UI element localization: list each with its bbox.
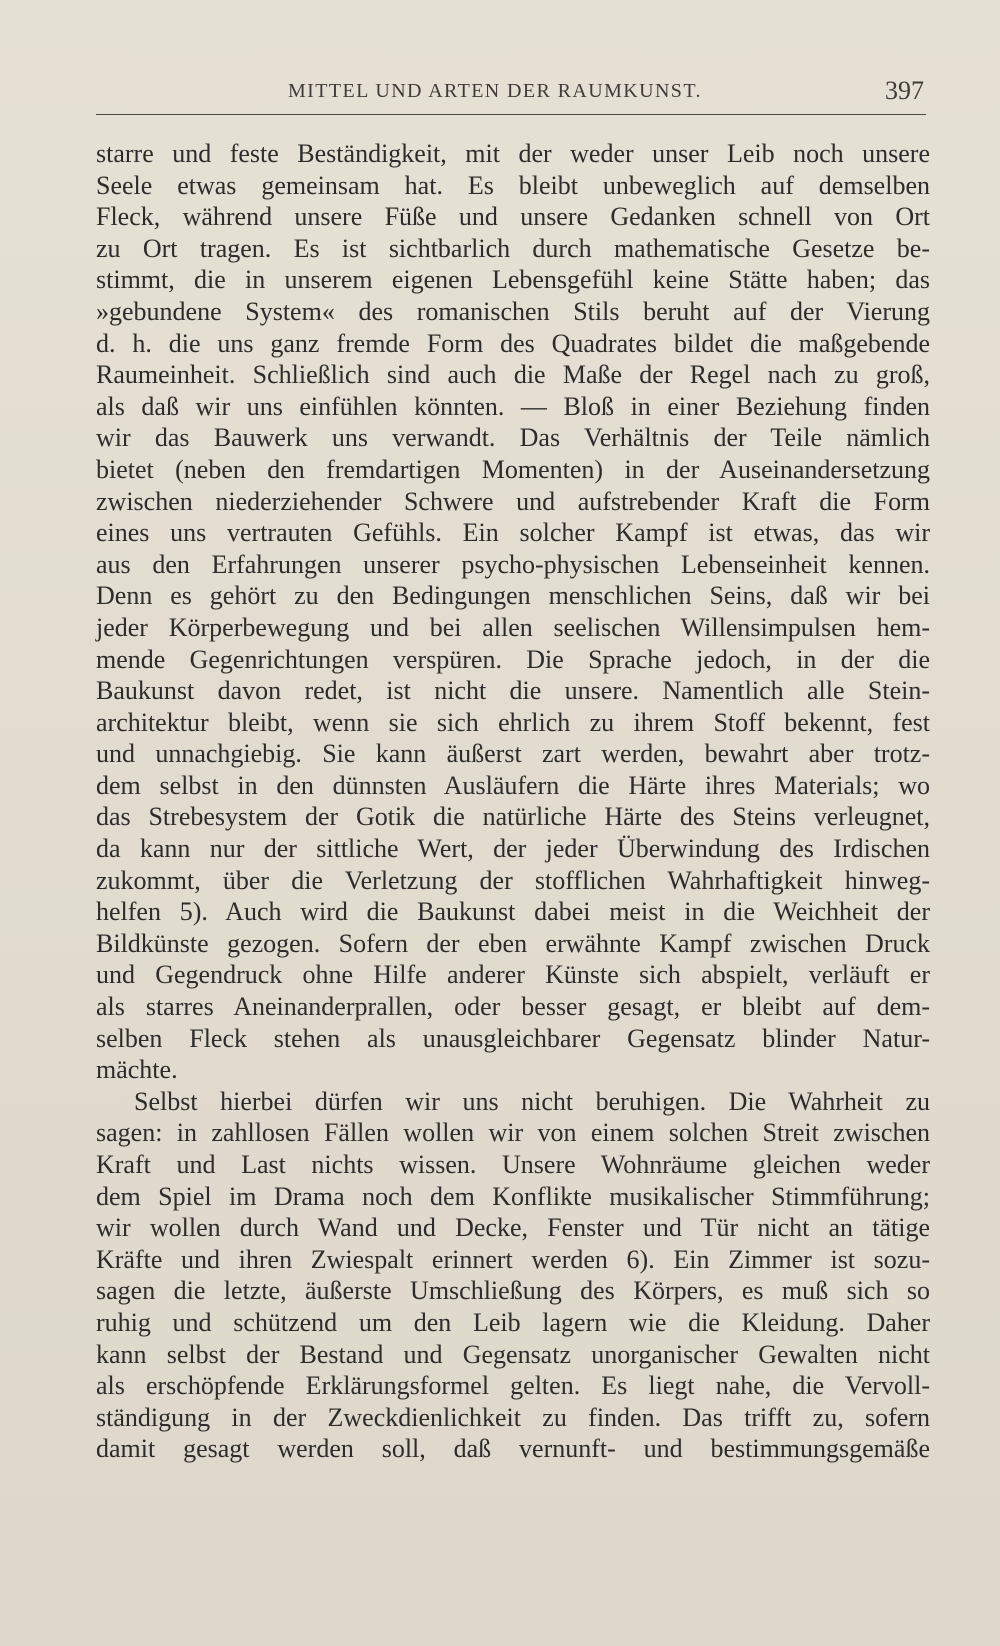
text-line: als erschöpfende Erklärungsformel gelten. Es liegt nahe, die Vervoll-	[96, 1371, 930, 1401]
text-line: zukommt, über die Verletzung der stofflichen Wahrhaftigkeit hinweg-	[96, 865, 930, 895]
text-line: sagen: in zahllosen Fällen wollen wir von einem solchen Streit zwischen	[96, 1118, 930, 1148]
text-line: Bildkünste gezogen. Sofern der eben erwähnte Kampf zwischen Druck	[96, 928, 930, 958]
text-line: eines uns vertrauten Gefühls. Ein solcher Kampf ist etwas, das wir	[96, 518, 930, 548]
header-rule	[96, 114, 926, 115]
paragraph-end-line: mächte.	[96, 1055, 178, 1085]
text-line: dem selbst in den dünnsten Ausläufern die Härte ihres Materials; wo	[96, 770, 930, 800]
text-line: stimmt, die in unserem eigenen Lebensgefühl keine Stätte haben; das	[96, 265, 930, 295]
text-line: Kräfte und ihren Zwiespalt erinnert werden 6). Ein Zimmer ist sozu-	[96, 1244, 930, 1274]
text-line: Kraft und Last nichts wissen. Unsere Wohnräume gleichen weder	[96, 1150, 930, 1179]
text-line: Seele etwas gemeinsam hat. Es bleibt unbeweglich auf demselben	[96, 170, 930, 200]
text-line: mende Gegenrichtungen verspüren. Die Sprache jedoch, in der die	[96, 644, 930, 674]
text-line: helfen 5). Auch wird die Baukunst dabei meist in die Weichheit der	[96, 897, 930, 927]
text-line: ständigung in der Zweckdienlichkeit zu finden. Das trifft zu, sofern	[96, 1402, 930, 1432]
text-line: d. h. die uns ganz fremde Form des Quadrates bildet die maßgebende	[96, 328, 930, 358]
text-line: als starres Aneinanderprallen, oder besser gesagt, er bleibt auf dem-	[96, 992, 930, 1022]
text-line: da kann nur der sittliche Wert, der jeder Überwindung des Irdischen	[96, 834, 930, 864]
text-line: architektur bleibt, wenn sie sich ehrlich zu ihrem Stoff bekennt, fest	[96, 707, 930, 737]
text-line: dem Spiel im Drama noch dem Konflikte musikalischer Stimmführung;	[96, 1181, 930, 1211]
text-line: bietet (neben den fremdartigen Momenten) in der Auseinandersetzung	[96, 454, 930, 484]
text-line: wir das Bauwerk uns verwandt. Das Verhältnis der Teile nämlich	[96, 423, 930, 453]
text-line: damit gesagt werden soll, daß vernunft- und bestimmungsgemäße	[96, 1434, 930, 1464]
page-header	[96, 76, 926, 116]
text-line: kann selbst der Bestand und Gegensatz unorganischer Gewalten nicht	[96, 1339, 930, 1369]
body-text	[96, 138, 930, 1465]
text-line: und unnachgiebig. Sie kann äußerst zart werden, bewahrt aber trotz-	[96, 739, 930, 769]
text-line: Baukunst davon redet, ist nicht die unsere. Namentlich alle Stein-	[96, 676, 930, 706]
text-line: das Strebesystem der Gotik die natürliche Härte des Steins verleugnet,	[96, 802, 930, 832]
text-line: sagen die letzte, äußerste Umschließung des Körpers, es muß sich so	[96, 1276, 930, 1306]
text-line: starre und feste Beständigkeit, mit der weder unser Leib noch unsere	[96, 139, 930, 168]
page-number: 397	[885, 76, 924, 105]
text-line: »gebundene System« des romanischen Stils beruht auf der Vierung	[96, 296, 930, 326]
text-line: selben Fleck stehen als unausgleichbarer Gegensatz blinder Natur-	[96, 1023, 930, 1053]
text-line: aus den Erfahrungen unserer psycho-physischen Lebenseinheit kennen.	[96, 549, 930, 579]
text-line: ruhig und schützend um den Leib lagern wie die Kleidung. Daher	[96, 1307, 930, 1337]
text-line: als daß wir uns einfühlen könnten. — Bloß in einer Beziehung finden	[96, 391, 930, 421]
text-line: Raumeinheit. Schließlich sind auch die Maße der Regel nach zu groß,	[96, 360, 930, 390]
paragraph-start-line: Selbst hierbei dürfen wir uns nicht beruhigen. Die Wahrheit zu	[134, 1086, 930, 1116]
text-line: wir wollen durch Wand und Decke, Fenster und Tür nicht an tätige	[96, 1213, 930, 1243]
text-line: zwischen niederziehender Schwere und aufstrebender Kraft die Form	[96, 486, 930, 516]
text-line: Denn es gehört zu den Bedingungen menschlichen Seins, daß wir bei	[96, 581, 930, 611]
running-title: MITTEL UND ARTEN DER RAUMKUNST.	[288, 80, 702, 102]
text-line: und Gegendruck ohne Hilfe anderer Künste sich abspielt, verläuft er	[96, 960, 930, 990]
text-line: Fleck, während unsere Füße und unsere Gedanken schnell von Ort	[96, 202, 930, 232]
text-line: zu Ort tragen. Es ist sichtbarlich durch mathematische Gesetze be-	[96, 233, 930, 263]
text-line: jeder Körperbewegung und bei allen seelischen Willensimpulsen hem-	[96, 612, 930, 642]
